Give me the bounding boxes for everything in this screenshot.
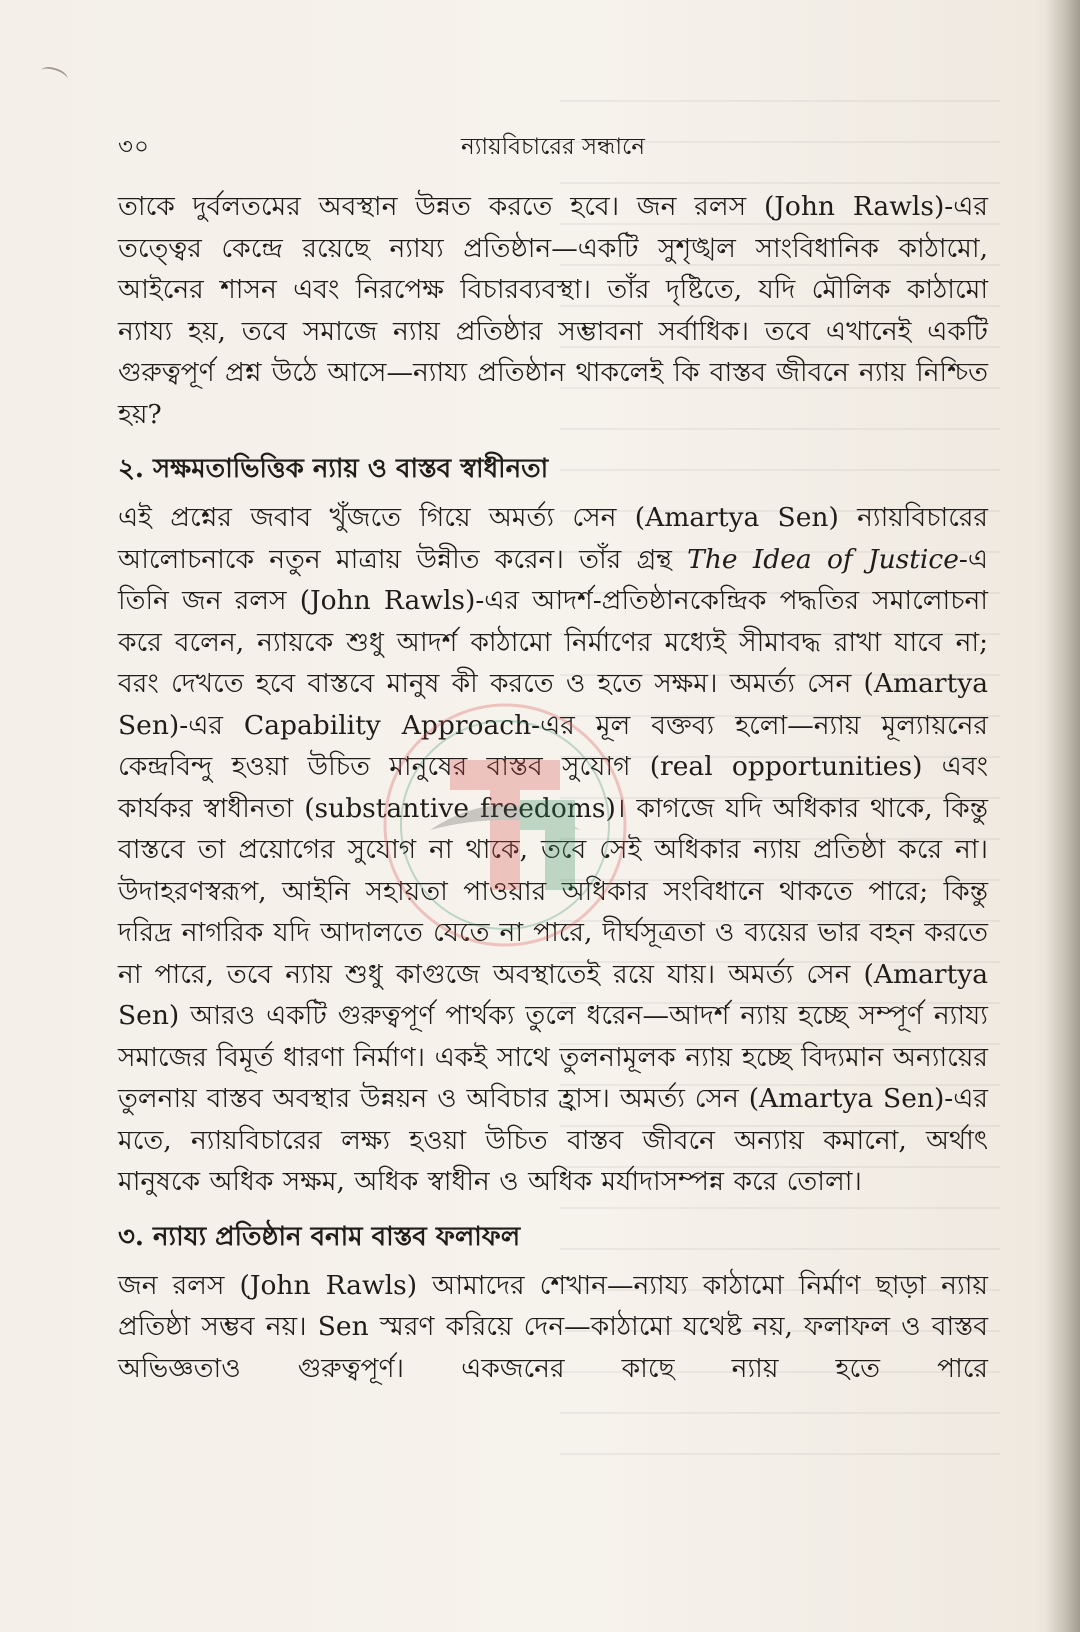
paragraph-2-part-a: এই প্রশ্নের জবাব খুঁজতে গিয়ে অমর্ত্য সেন (Amartya Sen) ন্যায়বিচারের আলোচনাকে নতুন মাত্রায় উন্নীত করেন। তাঁর গ্রন্থ: [118, 502, 988, 575]
pencil-mark: [39, 64, 70, 86]
paragraph-3: জন রলস (John Rawls) আমাদের শেখান—ন্যায্য কাঠামো নির্মাণ ছাড়া ন্যায় প্রতিষ্ঠা সম্ভব নয়। Sen স্মরণ করিয়ে দেন—কাঠামো যথেষ্ট নয়, ফলাফল ও বাস্তব অভিজ্ঞতাও গুরুত্বপূর্ণ। একজনের কাছে ন্যায় হতে পারে: [118, 1269, 988, 1384]
page-edge-shadow: [1046, 0, 1080, 1632]
page-number: ৩০: [118, 134, 150, 160]
section-heading-3: ৩. ন্যায্য প্রতিষ্ঠান বনাম বাস্তব ফলাফল: [118, 1221, 521, 1252]
running-head: [118, 128, 988, 162]
paragraph-2-part-b: -এ তিনি জন রলস (John Rawls)-এর আদর্শ-প্রতিষ্ঠানকেন্দ্রিক পদ্ধতির সমালোচনা করে বলেন, ন্যায়কে শুধু আদর্শ কাঠামো নির্মাণের মধ্যেই সীমাবদ্ধ রাখা যাবে না; বরং দেখতে হবে বাস্তবে মানুষ কী করতে ও হতে সক্ষম। অমর্ত্য সেন (Amartya Sen)-এর Capability Approach-এর মূল বক্তব্য হলো—ন্যায় মূল্যায়নের কেন্দ্রবিন্দু হওয়া উচিত মানুষের বাস্তব সুযোগ (real opportunities) এবং কার্যকর স্বাধীনতা (substantive freedoms)। কাগজে যদি অধিকার থাকে, কিন্তু বাস্তবে তা প্রয়োগের সুযোগ না থাকে, তবে সেই অধিকার ন্যায় প্রতিষ্ঠা করে না। উদাহরণস্বরূপ, আইনি সহায়তা পাওয়ার অধিকার সংবিধানে থাকতে পারে; কিন্তু দরিদ্র নাগরিক যদি আদালতে যেতে না পারে, দীর্ঘসূত্রতা ও ব্যয়ের ভার বহন করতে না পারে, তবে ন্যায় শুধু কাগুজে অবস্থাতেই রয়ে যায়। অমর্ত্য সেন (Amartya Sen) আরও একটি গুরুত্বপূর্ণ পার্থক্য তুলে ধরেন—আদর্শ ন্যায় হচ্ছে সম্পূর্ণ ন্যায্য সমাজের বিমূর্ত ধারণা নির্মাণ। একই সাথে তুলনামূলক ন্যায় হচ্ছে বিদ্যমান অন্যায়ের তুলনায় বাস্তব অবস্থার উন্নয়ন ও অবিচার হ্রাস। অমর্ত্য সেন (Amartya Sen)-এর মতে, ন্যায়বিচারের লক্ষ্য হওয়া উচিত বাস্তব জীবনে অন্যায় কমানো, অর্থাৎ মানুষকে অধিক সক্ষম, অধিক স্বাধীন ও অধিক মর্যাদাসম্পন্ন করে তোলা।: [118, 543, 989, 1197]
section-heading-2: ২. সক্ষমতাভিত্তিক ন্যায় ও বাস্তব স্বাধীনতা: [118, 454, 549, 484]
body-text: [118, 186, 988, 1389]
paragraph-2: [118, 497, 988, 1203]
book-title-italic: The Idea of Justice: [687, 543, 959, 575]
book-title: ন্যায়বিচারের সন্ধানে: [461, 134, 645, 160]
paragraph-1: তাকে দুর্বলতমের অবস্থান উন্নত করতে হবে। জন রলস (John Rawls)-এর তত্ত্বের কেন্দ্রে রয়েছে ন্যায্য প্রতিষ্ঠান—একটি সুশৃঙ্খল সাংবিধানিক কাঠামো, আইনের শাসন এবং নিরপেক্ষ বিচারব্যবস্থা। তাঁর দৃষ্টিতে, যদি মৌলিক কাঠামো ন্যায্য হয়, তবে সমাজে ন্যায় প্রতিষ্ঠার সম্ভাবনা সর্বাধিক। তবে এখানেই একটি গুরুত্বপূর্ণ প্রশ্ন উঠে আসে—ন্যায্য প্রতিষ্ঠান থাকলেই কি বাস্তব জীবনে ন্যায় নিশ্চিত হয়?: [118, 191, 988, 430]
